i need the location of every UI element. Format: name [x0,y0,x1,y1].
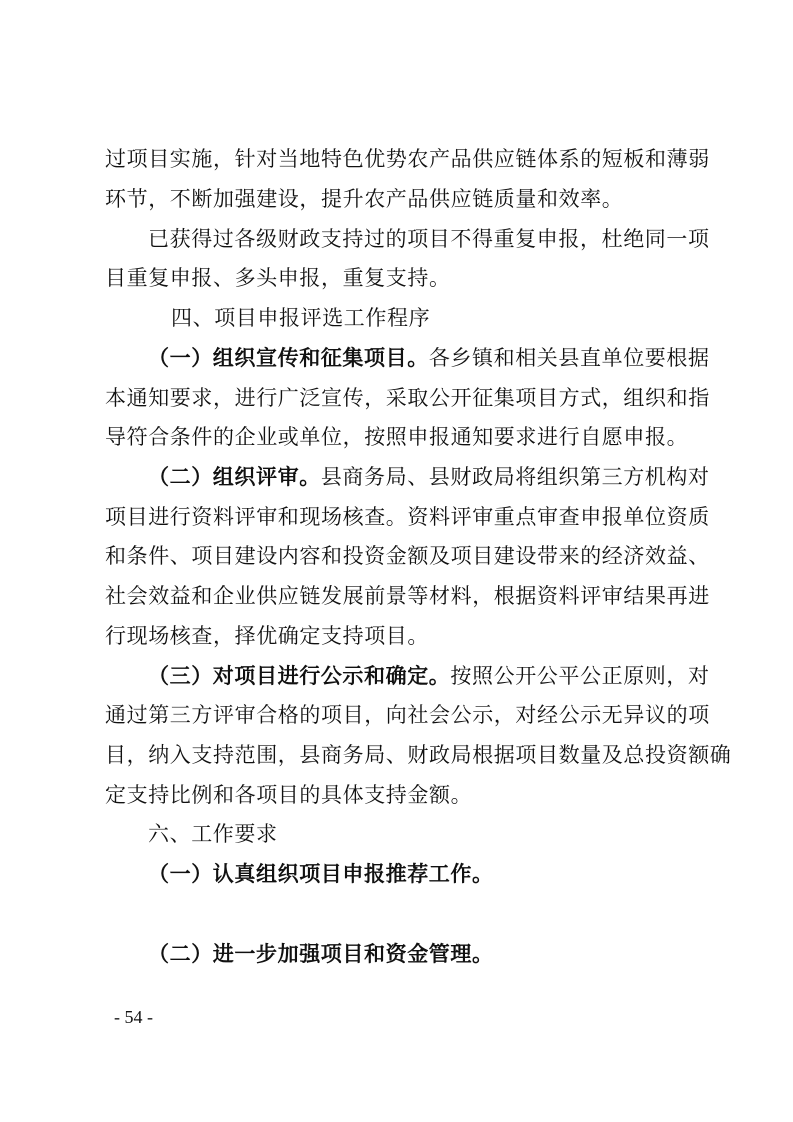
paragraph-line: 已获得过各级财政支持过的项目不得重复申报，杜绝同一项 [148,227,710,251]
paragraph-text: 县商务局、县财政局将组织第三方机构对 [320,465,710,489]
paragraph-line: 行现场核查，择优确定支持项目。 [105,624,429,648]
paragraph-text: 各乡镇和相关县直单位要根据 [428,346,710,370]
paragraph-line: 导符合条件的企业或单位，按照申报通知要求进行自愿申报。 [105,425,689,449]
paragraph-line: 环节，不断加强建设，提升农产品供应链质量和效率。 [105,187,624,211]
subsection-heading: （一）组织宣传和征集项目。 [148,346,429,370]
subsection-heading: （二）组织评审。 [148,465,321,489]
paragraph-line: 目，纳入支持范围，县商务局、财政局根据项目数量及总投资额确 [105,743,732,767]
paragraph-line: 本通知要求，进行广泛宣传，采取公开征集项目方式，组织和指 [105,386,710,410]
subsection-heading: （一）认真组织项目申报推荐工作。 [148,862,494,886]
page-number: - 54 - [114,1007,153,1027]
section-heading: 六、工作要求 [148,822,278,846]
subsection-heading: （三）对项目进行公示和确定。 [148,664,451,688]
paragraph-line: 过项目实施，针对当地特色优势农产品供应链体系的短板和薄弱 [105,147,710,171]
paragraph-text: 按照公开公平公正原则，对 [450,664,710,688]
paragraph-line: 通过第三方评审合格的项目，向社会公示，对经公示无异议的项 [105,703,710,727]
paragraph-line: 社会效益和企业供应链发展前景等材料，根据资料评审结果再进 [105,584,710,608]
paragraph-line: 定支持比例和各项目的具体支持金额。 [105,783,473,807]
paragraph-line: 项目进行资料评审和现场核查。资料评审重点审查申报单位资质 [105,505,710,529]
paragraph-line: 目重复申报、多头申报，重复支持。 [105,266,451,290]
paragraph-line: 和条件、项目建设内容和投资金额及项目建设带来的经济效益、 [105,544,710,568]
paragraph-line [148,344,710,372]
subsection-heading: （二）进一步加强项目和资金管理。 [148,942,494,966]
paragraph-line [148,463,710,491]
paragraph-line [148,662,710,690]
section-heading: 四、项目申报评选工作程序 [171,306,431,330]
